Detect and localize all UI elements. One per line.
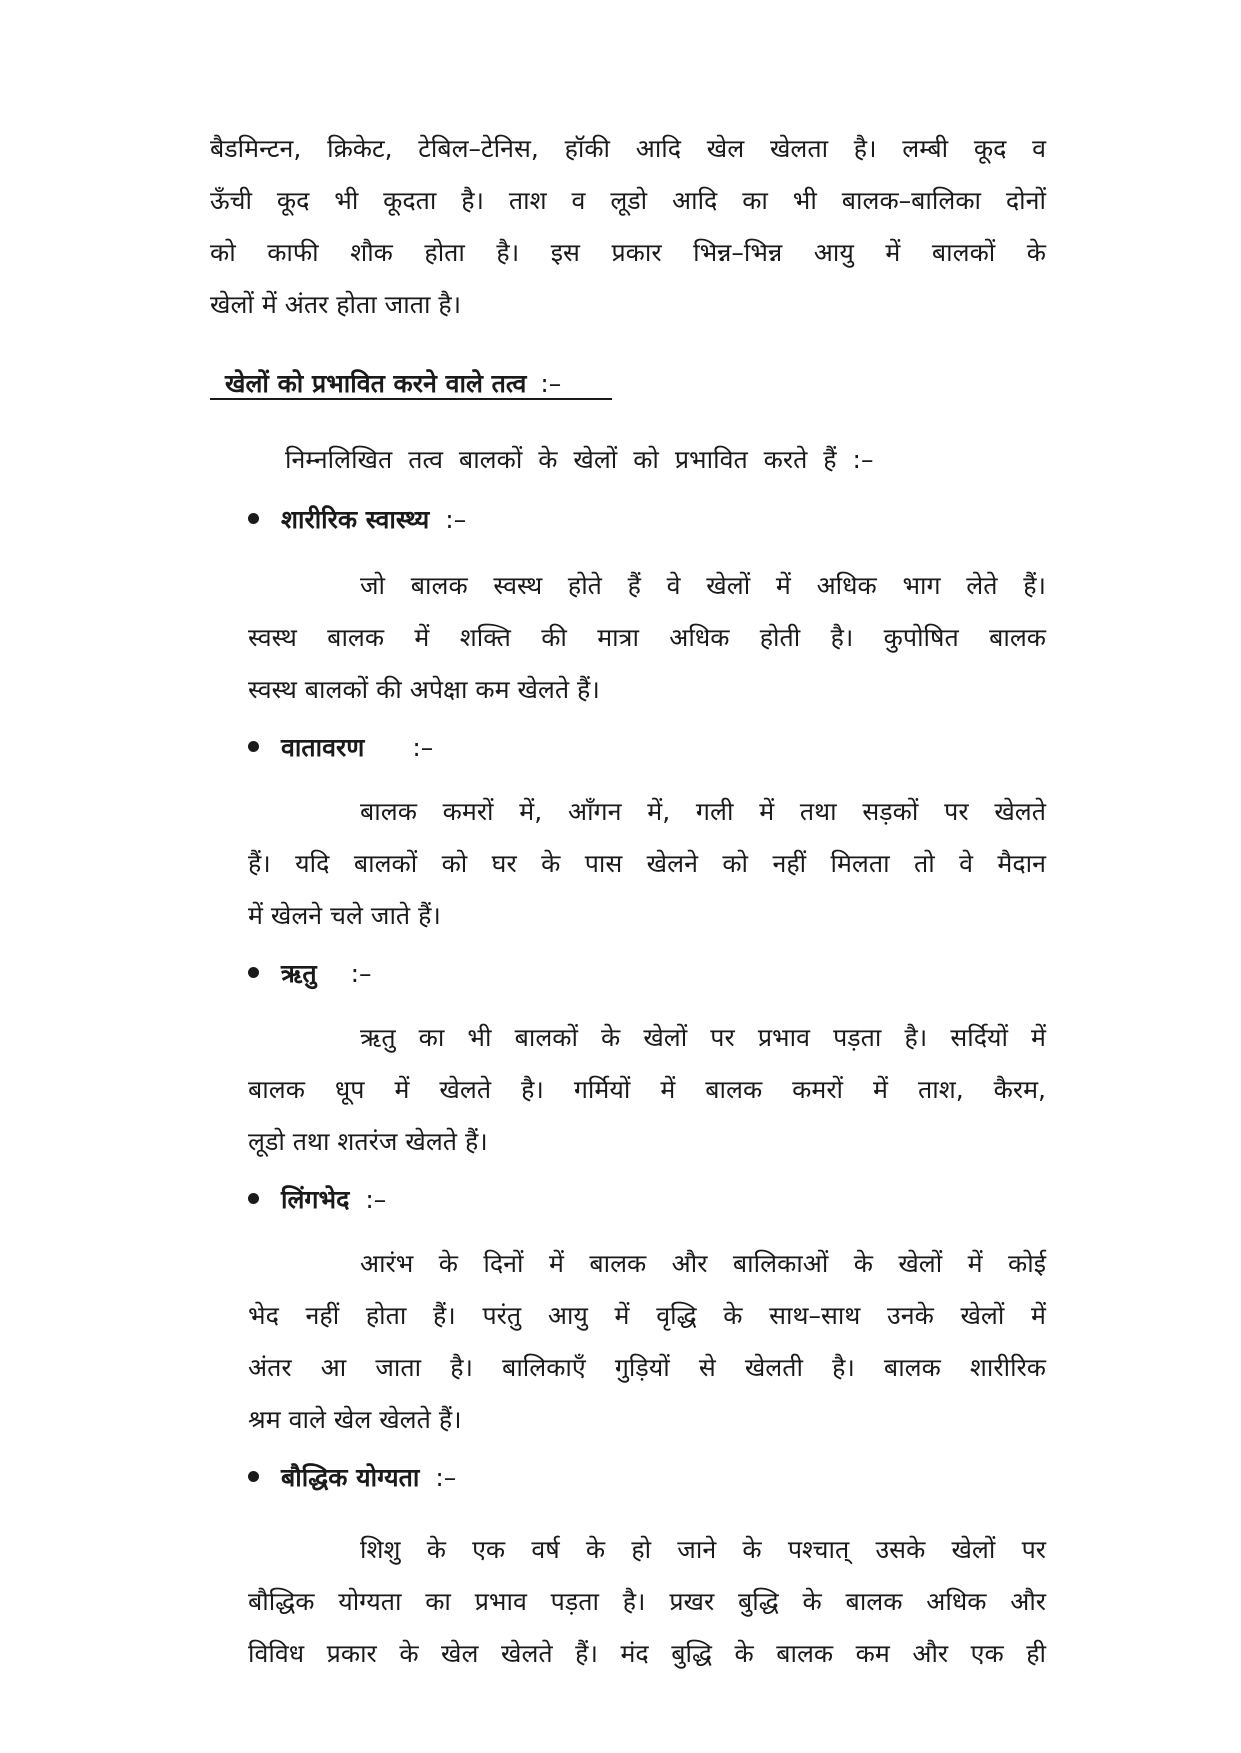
factor-suffix: :– (445, 505, 467, 534)
paragraph-line: बालक धूप में खेलते है। गर्मियों में बालक कमरों में ताश, कैरम, (248, 1075, 1046, 1104)
paragraph-line: ऋतु का भी बालकों के खेलों पर प्रभाव पड़ता है। सर्दियों में (360, 1023, 1046, 1052)
bullet-icon (248, 1471, 259, 1482)
section-heading (210, 366, 561, 400)
paragraph-line: आरंभ के दिनों में बालक और बालिकाओं के खेलों में कोई (360, 1249, 1046, 1278)
factor-suffix: :– (365, 1185, 387, 1214)
paragraph-line: अंतर आ जाता है। बालिकाएँ गुड़ियों से खेलती है। बालक शारीरिक (248, 1353, 1046, 1382)
paragraph-line: स्वस्थ बालक में शक्ति की मात्रा अधिक होती है। कुपोषित बालक (248, 623, 1046, 652)
factor-suffix: :– (412, 733, 434, 762)
section-intro: निम्नलिखित तत्व बालकों के खेलों को प्रभावित करते हैं :– (285, 445, 874, 474)
factor-paragraph-environment (248, 786, 1046, 942)
paragraph-line: बौद्धिक योग्यता का प्रभाव पड़ता है। प्रखर बुद्धि के बालक अधिक और (248, 1587, 1046, 1616)
paragraph-line: भेद नहीं होता हैं। परंतु आयु में वृद्धि के साथ–साथ उनके खेलों में (248, 1301, 1046, 1330)
paragraph-line: लूडो तथा शतरंज खेलते हैं। (248, 1127, 488, 1156)
bullet-icon (248, 741, 259, 752)
factor-paragraph-intellectual-ability (248, 1524, 1046, 1680)
paragraph-line: को काफी शौक होता है। इस प्रकार भिन्न–भिन्न आयु में बालकों के (210, 238, 1046, 267)
factor-label: वातावरण (281, 733, 365, 762)
factor-label: शारीरिक स्वास्थ्य (281, 505, 430, 534)
paragraph-line: बालक कमरों में, आँगन में, गली में तथा सड़कों पर खेलते (360, 797, 1046, 826)
paragraph-line: खेलों में अंतर होता जाता है। (210, 290, 462, 319)
factor-heading-intellectual-ability (248, 1460, 456, 1494)
paragraph-line: जो बालक स्वस्थ होते हैं वे खेलों में अधिक भाग लेते हैं। (360, 571, 1046, 600)
bullet-icon (248, 1193, 259, 1204)
heading-underline (210, 398, 612, 400)
factor-heading-season (248, 956, 372, 990)
factor-paragraph-season (248, 1012, 1046, 1168)
factor-heading-physical-health (248, 502, 466, 536)
factor-heading-gender (248, 1182, 386, 1216)
section-heading-suffix: :– (540, 369, 562, 398)
factor-suffix: :– (350, 959, 372, 988)
opening-paragraph (210, 123, 1046, 331)
factor-paragraph-gender (248, 1238, 1046, 1446)
factor-suffix: :– (435, 1463, 457, 1492)
factor-heading-environment (248, 730, 433, 764)
paragraph-line: बैडमिन्टन, क्रिकेट, टेबिल–टेनिस, हॉकी आदि खेल खेलता है। लम्बी कूद व (210, 134, 1046, 163)
factor-label: ऋतु (281, 959, 317, 988)
paragraph-line: में खेलने चले जाते हैं। (248, 901, 441, 930)
paragraph-line: ऊँची कूद भी कूदता है। ताश व लूडो आदि का भी बालक–बालिका दोनों (210, 186, 1046, 215)
paragraph-line: विविध प्रकार के खेल खेलते हैं। मंद बुद्धि के बालक कम और एक ही (248, 1639, 1046, 1668)
factor-label: बौद्धिक योग्यता (281, 1463, 420, 1492)
factor-paragraph-physical-health (248, 560, 1046, 716)
section-heading-title: खेलों को प्रभावित करने वाले तत्व (225, 369, 527, 398)
bullet-icon (248, 967, 259, 978)
paragraph-line: हैं। यदि बालकों को घर के पास खेलने को नहीं मिलता तो वे मैदान (248, 849, 1046, 878)
paragraph-line: शिशु के एक वर्ष के हो जाने के पश्चात् उसके खेलों पर (360, 1535, 1046, 1564)
factor-label: लिंगभेद (281, 1185, 350, 1214)
paragraph-line: स्वस्थ बालकों की अपेक्षा कम खेलते हैं। (248, 675, 600, 704)
bullet-icon (248, 513, 259, 524)
paragraph-line: श्रम वाले खेल खेलते हैं। (248, 1405, 462, 1434)
